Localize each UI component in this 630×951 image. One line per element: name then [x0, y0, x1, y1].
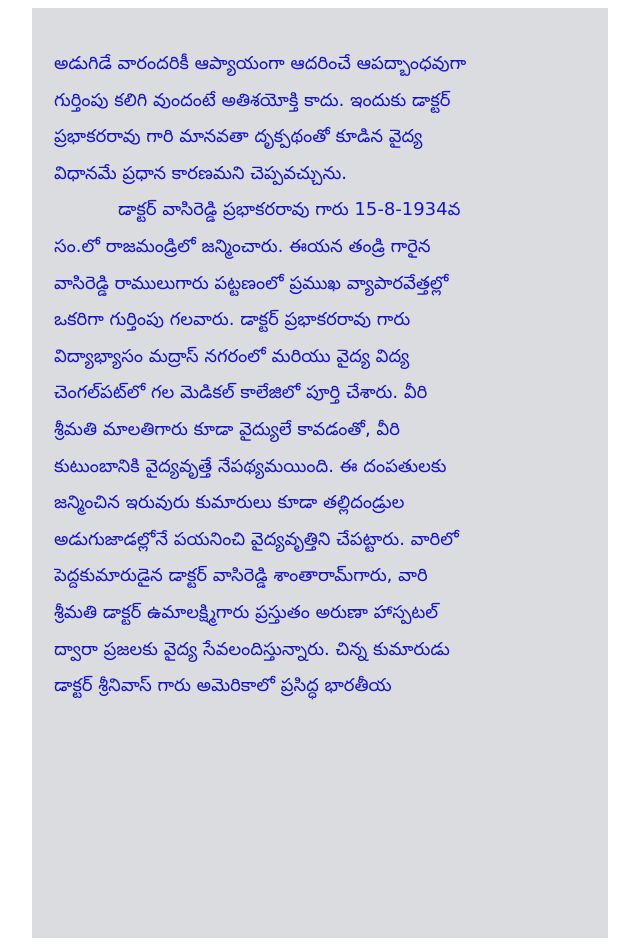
text-line: అడుగుజాడల్లోనే పయనించి వైద్యవృత్తిని చేపట్టారు. వారిలో [54, 528, 459, 550]
text-line: ద్వారా ప్రజలకు వైద్య సేవలందిస్తున్నారు. చిన్న కుమారుడు [54, 638, 450, 660]
text-line: విద్యాభ్యాసం మద్రాస్ నగరంలో మరియు వైద్య విద్య [54, 345, 410, 367]
text-line: పెద్దకుమారుడైన డాక్టర్ వాసిరెడ్డి శాంతారామ్‌గారు, వారి [54, 565, 428, 587]
scanned-page [32, 8, 608, 938]
text-line: శ్రీమతి డాక్టర్ ఉమాలక్ష్మిగారు ప్రస్తుతం అరుణా హాస్పటల్ [54, 601, 439, 623]
text-line: ఒకరిగా గుర్తింపు గలవారు. డాక్టర్ ప్రభాకరరావు గారు [54, 309, 411, 331]
text-line: కుటుంబానికి వైద్యవృత్తే నేపథ్యమయింది. ఈ దంపతులకు [54, 455, 447, 477]
text-line: ప్రభాకరరావు గారి మానవతా దృక్పథంతో కూడిన వైద్య [54, 126, 423, 148]
text-line: డాక్టర్ శ్రీనివాస్ గారు అమెరికాలో ప్రసిద్ధ భారతీయ [54, 675, 392, 697]
text-line: జన్మించిన ఇరువురు కుమారులు కూడా తల్లిదండ్రుల [54, 492, 405, 514]
text-line: వాసిరెడ్డి రాములుగారు పట్టణంలో ప్రముఖ వ్యాపారవేత్తల్లో [54, 272, 449, 294]
paragraph-start-line: డాక్టర్ వాసిరెడ్డి ప్రభాకరరావు గారు 15-8-1934వ [118, 199, 461, 221]
body-text [54, 46, 594, 705]
text-line: అడుగిడే వారందరికీ ఆప్యాయంగా ఆదరించే ఆపద్బాంధవుగా [54, 53, 467, 74]
text-line: గుర్తింపు కలిగి వుందంటే అతిశయోక్తి కాదు. ఇందుకు డాక్టర్ [54, 89, 451, 111]
text-line: చెంగల్‌పట్‌లో గల మెడికల్ కాలేజిలో పూర్తి చేశారు. వీరి [54, 382, 428, 404]
text-line: విధానమే ప్రధాన కారణమని చెప్పవచ్చును. [54, 162, 348, 184]
text-line: శ్రీమతి మాలతిగారు కూడా వైద్యులే కావడంతో, వీరి [54, 418, 400, 440]
text-line: సం.లో రాజమండ్రిలో జన్మించారు. ఈయన తండ్రి గారైన [54, 235, 431, 257]
